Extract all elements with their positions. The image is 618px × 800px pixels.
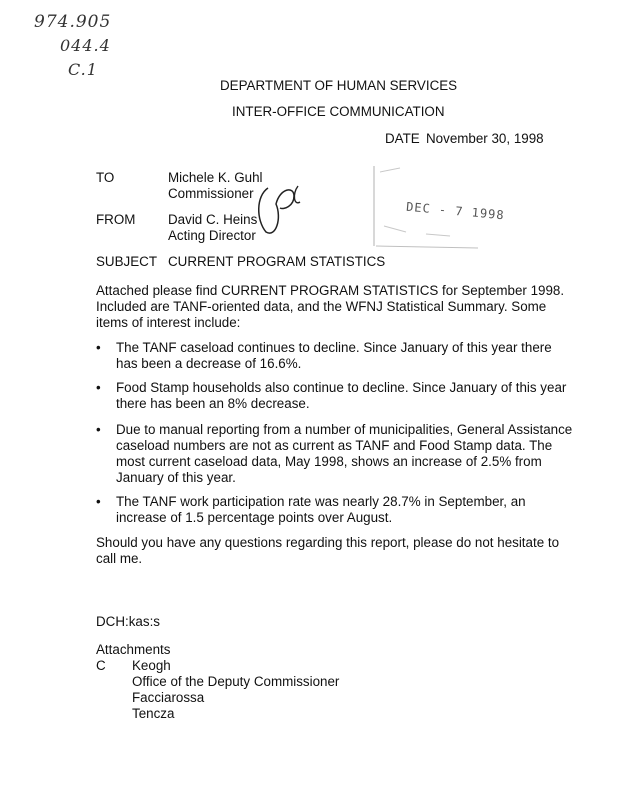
- handwritten-catalog-subnumber: 044.4: [60, 36, 111, 55]
- cc-recipient: Office of the Deputy Commissioner: [132, 674, 340, 689]
- date-value: November 30, 1998: [426, 131, 544, 146]
- attachments-label: Attachments: [96, 642, 171, 657]
- to-name: Michele K. Guhl: [168, 170, 263, 185]
- bullet-3-line-2: caseload numbers are not as current as TANF and Food Stamp data. The: [116, 438, 553, 453]
- bullet-3-line-4: January of this year.: [116, 470, 236, 485]
- bullet-3-marker: •: [96, 422, 101, 437]
- received-stamp-date: DEC - 7 1998: [405, 199, 506, 223]
- to-label: TO: [96, 170, 115, 185]
- from-name: David C. Heins: [168, 212, 258, 227]
- cc-recipient: Tencza: [132, 706, 175, 721]
- bullet-4-marker: •: [96, 494, 101, 509]
- intro-line-2: Included are TANF-oriented data, and the WFNJ Statistical Summary. Some: [96, 299, 547, 314]
- cc-label: C: [96, 658, 106, 673]
- closing-line-1: Should you have any questions regarding this report, please do not hesitate to: [96, 535, 560, 550]
- handwritten-catalog-number: 974.905: [34, 12, 112, 32]
- handwritten-initials-icon: [254, 174, 306, 244]
- bullet-2-line-1: Food Stamp households also continue to decline. Since January of this year: [116, 380, 567, 395]
- from-label: FROM: [96, 212, 136, 227]
- bullet-1-marker: •: [96, 340, 101, 355]
- subject-value: CURRENT PROGRAM STATISTICS: [168, 254, 386, 269]
- bullet-4-line-1: The TANF work participation rate was nearly 28.7% in September, an: [116, 494, 526, 509]
- to-title: Commissioner: [168, 186, 254, 201]
- bullet-2-line-2: there has been an 8% decrease.: [116, 396, 310, 411]
- bullet-2-marker: •: [96, 380, 101, 395]
- date-label: DATE: [385, 131, 420, 146]
- bullet-4-line-2: increase of 1.5 percentage points over August.: [116, 510, 393, 525]
- bullet-1-line-1: The TANF caseload continues to decline. Since January of this year there: [116, 340, 552, 355]
- bullet-1-line-2: has been a decrease of 16.6%.: [116, 356, 302, 371]
- communication-heading: INTER-OFFICE COMMUNICATION: [232, 104, 445, 119]
- bullet-3-line-3: most current caseload data, May 1998, shows an increase of 2.5% from: [116, 454, 542, 469]
- handwritten-copy-number: C.1: [68, 60, 98, 79]
- cc-recipient: Keogh: [132, 658, 171, 673]
- department-heading: DEPARTMENT OF HUMAN SERVICES: [220, 78, 458, 93]
- intro-line-1: Attached please find CURRENT PROGRAM STATISTICS for September 1998.: [96, 283, 565, 298]
- cc-recipient: Facciarossa: [132, 690, 205, 705]
- subject-label: SUBJECT: [96, 254, 158, 269]
- reference-initials: DCH:kas:s: [96, 614, 160, 629]
- closing-line-2: call me.: [96, 551, 143, 566]
- from-title: Acting Director: [168, 228, 256, 243]
- intro-line-3: items of interest include:: [96, 315, 241, 330]
- bullet-3-line-1: Due to manual reporting from a number of municipalities, General Assistance: [116, 422, 573, 437]
